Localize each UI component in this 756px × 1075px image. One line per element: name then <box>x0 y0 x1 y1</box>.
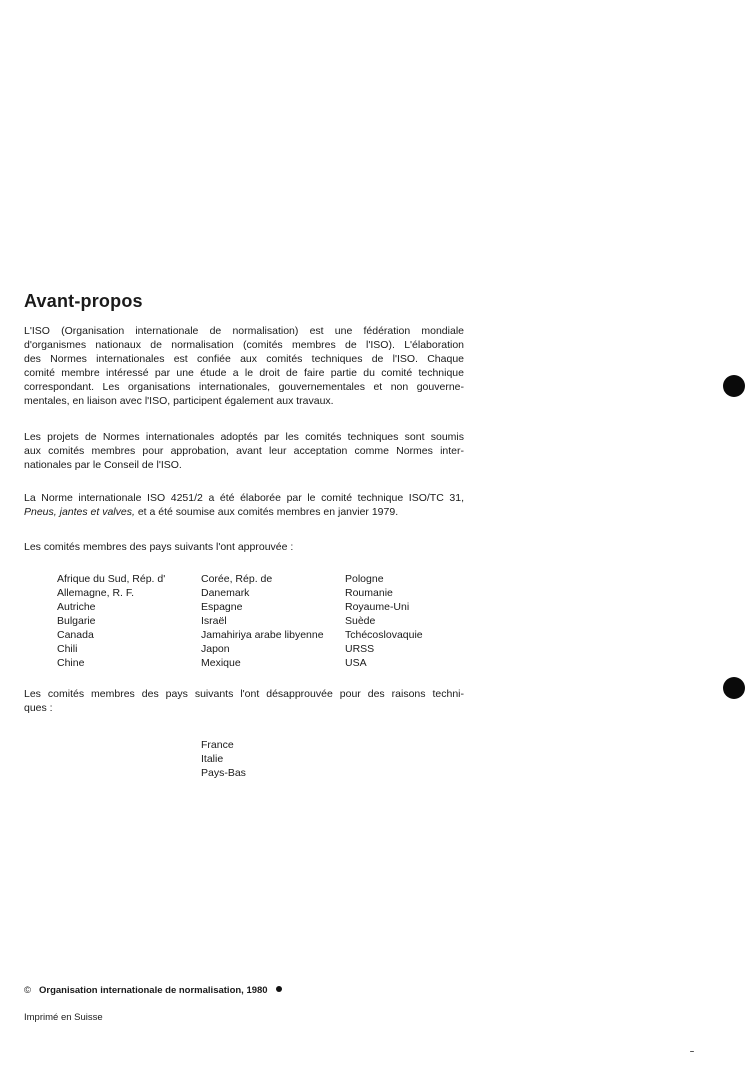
country-name: Israël <box>201 615 227 627</box>
country-name: Pologne <box>345 573 384 585</box>
country-name: Autriche <box>57 601 96 613</box>
text-line: des Normes internationales est confiée aux comités techniques de l'ISO. Chaque <box>24 353 464 365</box>
country-name: Espagne <box>201 601 243 613</box>
copyright-icon: © <box>24 985 31 996</box>
punch-hole-mark <box>723 677 745 699</box>
text-line: mentales, en liaison avec l'ISO, participent également aux travaux. <box>24 395 334 407</box>
country-name: URSS <box>345 643 375 655</box>
text-fragment: et a été soumise aux comités membres en janvier 1979. <box>134 506 399 518</box>
country-name: Chili <box>57 643 78 655</box>
scan-speck <box>690 1051 694 1052</box>
country-name: USA <box>345 657 367 669</box>
foreword-paragraph-iso <box>24 324 464 408</box>
approval-intro <box>24 540 464 554</box>
copyright-organisation: Organisation internationale de normalisation, 1980 <box>39 985 268 996</box>
text-line: comité membre intéressé par une étude a le droit de faire partie du comité technique <box>24 367 464 379</box>
country-column-3 <box>345 572 423 670</box>
country-name: Corée, Rép. de <box>201 573 273 585</box>
country-name: Italie <box>201 753 224 765</box>
page-title: Avant-propos <box>24 291 143 311</box>
foreword-paragraph-projects <box>24 430 464 472</box>
punch-hole-mark <box>723 375 745 397</box>
country-name: Allemagne, R. F. <box>57 587 135 599</box>
country-name: France <box>201 739 234 751</box>
country-name: Canada <box>57 629 94 641</box>
country-name: Mexique <box>201 657 241 669</box>
country-name: Suède <box>345 615 376 627</box>
text-line: nationales par le Conseil de l'ISO. <box>24 459 182 471</box>
country-name: Tchécoslovaquie <box>345 629 423 641</box>
copyright-line <box>24 985 282 996</box>
text-line: aux comités membres pour approbation, avant leur acceptation comme Normes inter- <box>24 445 464 457</box>
country-name: Bulgarie <box>57 615 96 627</box>
country-name: Roumanie <box>345 587 393 599</box>
bullet-dot-icon <box>276 986 282 992</box>
country-name: Afrique du Sud, Rép. d' <box>57 573 166 585</box>
disapproval-intro <box>24 687 464 715</box>
foreword-paragraph-standard <box>24 491 464 519</box>
text-line: d'organismes nationaux de normalisation (comités membres de l'ISO). L'élaboration <box>24 339 464 351</box>
country-name: Royaume-Uni <box>345 601 410 613</box>
country-name: Japon <box>201 643 230 655</box>
disapproving-countries-list <box>201 738 246 780</box>
text-line: Les comités membres des pays suivants l'ont désapprouvée pour des raisons techni- <box>24 688 464 700</box>
country-name: Pays-Bas <box>201 767 246 779</box>
text-line: La Norme internationale ISO 4251/2 a été élaborée par le comité technique ISO/TC 31, <box>24 492 464 504</box>
text-line: Les comités membres des pays suivants l'ont approuvée : <box>24 541 294 553</box>
country-name: Danemark <box>201 587 250 599</box>
text-line: L'ISO (Organisation internationale de normalisation) est une fédération mondiale <box>24 325 464 337</box>
text-line: ques : <box>24 702 53 714</box>
text-line: correspondant. Les organisations internationales, gouvernementales et non gouverne- <box>24 381 464 393</box>
text-line <box>24 505 464 519</box>
committee-title-italic: Pneus, jantes et valves, <box>24 506 135 518</box>
country-name: Jamahiriya arabe libyenne <box>201 629 324 641</box>
text-line: Les projets de Normes internationales adoptés par les comités techniques sont soumis <box>24 431 464 443</box>
printed-in-note: Imprimé en Suisse <box>24 1012 103 1023</box>
country-column-1 <box>57 572 165 670</box>
country-name: Chine <box>57 657 85 669</box>
country-column-2 <box>201 572 324 670</box>
